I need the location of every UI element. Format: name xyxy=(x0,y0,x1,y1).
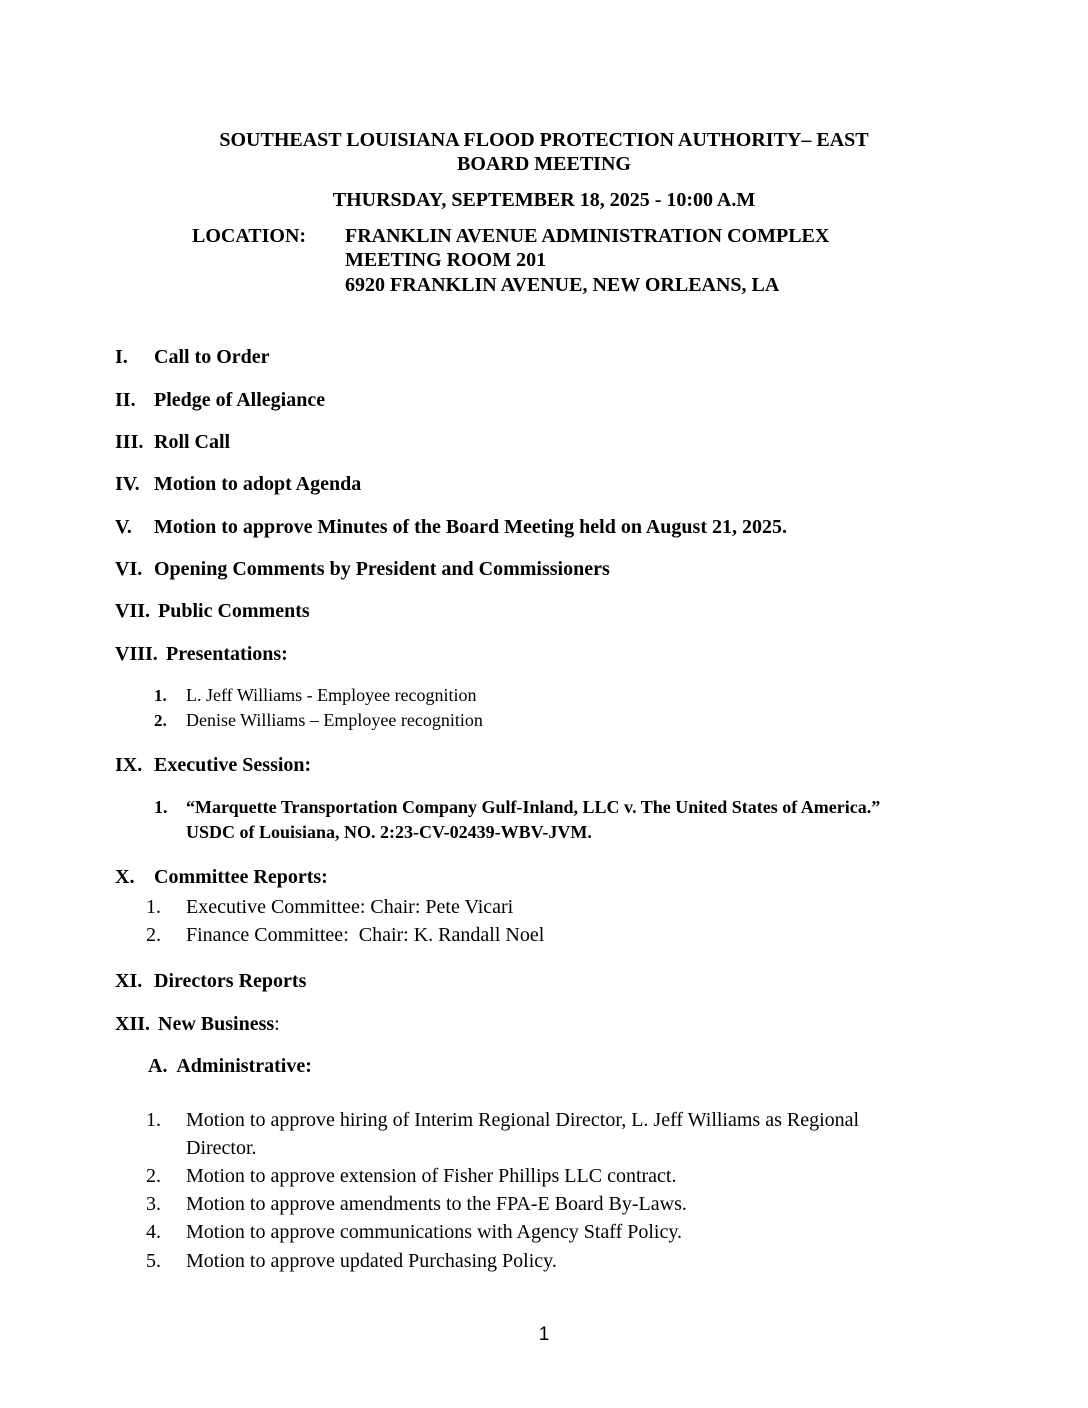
title-line-2: BOARD MEETING xyxy=(457,153,631,175)
agenda-text-wrap xyxy=(158,1013,280,1036)
agenda-text: Motion to adopt Agenda xyxy=(154,473,362,495)
list-number: 5. xyxy=(146,1250,161,1272)
agenda-number: XII. xyxy=(115,1013,151,1035)
agenda-number: XI. xyxy=(115,970,143,992)
location-line-3: 6920 FRANKLIN AVENUE, NEW ORLEANS, LA xyxy=(345,274,780,296)
page-number: 1 xyxy=(538,1324,550,1345)
list-text: Motion to approve updated Purchasing Policy. xyxy=(186,1250,557,1272)
agenda-number: III. xyxy=(115,431,144,453)
list-number: 4. xyxy=(146,1221,161,1243)
agenda-number: II. xyxy=(115,389,136,411)
location-label: LOCATION: xyxy=(192,225,307,247)
agenda-number: VII. xyxy=(115,600,151,622)
list-text: Executive Committee: Chair: Pete Vicari xyxy=(186,896,514,918)
case-number: USDC of Louisiana, NO. 2:23-CV-02439-WBV-JVM. xyxy=(186,822,592,842)
agenda-text: Executive Session: xyxy=(154,754,312,776)
agenda-text: Roll Call xyxy=(154,431,231,453)
meeting-datetime: THURSDAY, SEPTEMBER 18, 2025 - 10:00 A.M xyxy=(332,189,756,211)
agenda-number: V. xyxy=(115,516,132,538)
agenda-text: Public Comments xyxy=(158,600,310,622)
list-text: Motion to approve extension of Fisher Phillips LLC contract. xyxy=(186,1165,677,1187)
agenda-number: VIII. xyxy=(115,643,158,665)
agenda-number: I. xyxy=(115,346,128,368)
list-number: 1. xyxy=(154,686,167,705)
agenda-text: Opening Comments by President and Commissioners xyxy=(154,558,610,580)
list-text: Finance Committee: Chair: K. Randall Noel xyxy=(186,924,545,946)
title-line-1: SOUTHEAST LOUISIANA FLOOD PROTECTION AUTHORITY– EAST xyxy=(219,129,869,151)
list-number: 1. xyxy=(146,1109,161,1131)
list-number: 2. xyxy=(154,711,167,730)
list-number: 1. xyxy=(146,896,161,918)
list-number: 2. xyxy=(146,1165,161,1187)
agenda-suffix: : xyxy=(274,1013,280,1035)
agenda-text: Motion to approve Minutes of the Board Meeting held on August 21, 2025. xyxy=(154,516,787,538)
list-number: 1. xyxy=(154,797,168,817)
case-title: “Marquette Transportation Company Gulf-Inland, LLC v. The United States of America.” xyxy=(186,797,881,817)
agenda-number: IX. xyxy=(115,754,143,776)
agenda-text: Presentations: xyxy=(166,643,288,665)
list-text: L. Jeff Williams - Employee recognition xyxy=(186,685,477,705)
list-number: 3. xyxy=(146,1193,161,1215)
agenda-text: Pledge of Allegiance xyxy=(154,389,326,411)
agenda-text: Committee Reports: xyxy=(154,866,328,888)
agenda-number: X. xyxy=(115,866,135,888)
agenda-text: Directors Reports xyxy=(154,970,307,992)
list-text: Motion to approve amendments to the FPA-E Board By-Laws. xyxy=(186,1193,687,1215)
subsection-title: A. Administrative: xyxy=(148,1055,312,1077)
list-text-continued: Director. xyxy=(186,1137,257,1159)
list-text: Motion to approve communications with Agency Staff Policy. xyxy=(186,1221,683,1243)
agenda-number: IV. xyxy=(115,473,140,495)
location-line-2: MEETING ROOM 201 xyxy=(345,249,547,271)
agenda-number: VI. xyxy=(115,558,143,580)
agenda-text: New Business xyxy=(158,1013,275,1035)
list-number: 2. xyxy=(146,924,161,946)
list-text: Motion to approve hiring of Interim Regional Director, L. Jeff Williams as Regional xyxy=(186,1109,860,1131)
location-line-1: FRANKLIN AVENUE ADMINISTRATION COMPLEX xyxy=(345,225,830,247)
list-text: Denise Williams – Employee recognition xyxy=(186,710,483,730)
agenda-text: Call to Order xyxy=(154,346,270,368)
